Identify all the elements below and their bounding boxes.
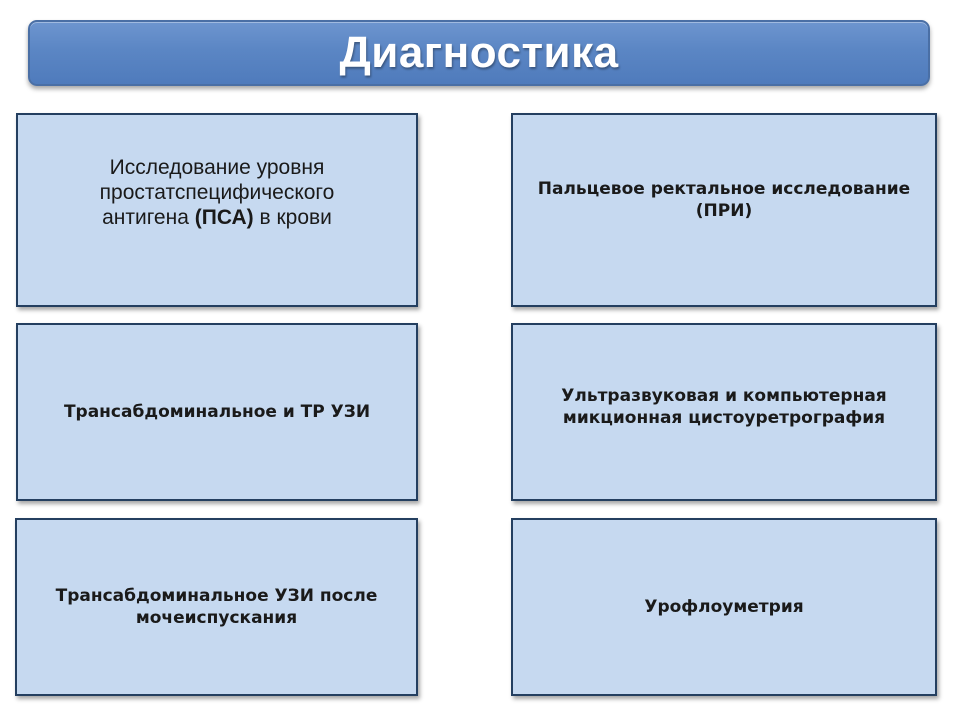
psa-test-suffix: в крови — [253, 206, 332, 230]
cystourethrography-line1: Ультразвуковая и компьютерная — [561, 385, 887, 406]
ultrasound-text: Трансабдоминальное и ТР УЗИ — [63, 401, 371, 422]
post-void-ultrasound-line2: мочеиспускания — [135, 608, 298, 628]
uroflowmetry-box — [511, 518, 937, 696]
psa-abbreviation: (ПСА) — [194, 206, 254, 230]
post-void-ultrasound-box — [15, 518, 418, 696]
psa-test-text — [57, 155, 377, 231]
slide-title: Диагностика — [339, 28, 619, 77]
title-banner — [28, 20, 930, 86]
cystourethrography-box — [511, 323, 937, 501]
psa-test-prefix: Исследование уровня простатспецифического антигена — [99, 156, 335, 230]
cystourethrography-text — [524, 385, 924, 429]
digital-rectal-exam-line1: Пальцевое ректальное исследование — [537, 178, 911, 199]
post-void-ultrasound-line1: Трансабдоминальное УЗИ после — [55, 585, 378, 606]
cystourethrography-line2: микционная цистоуретрография — [562, 408, 886, 428]
post-void-ultrasound-text — [37, 585, 397, 629]
uroflowmetry-text: Урофлоуметрия — [644, 596, 804, 617]
digital-rectal-exam-text — [519, 178, 929, 222]
psa-test-box — [16, 113, 418, 307]
ultrasound-box — [16, 323, 418, 501]
digital-rectal-exam-box — [511, 113, 937, 307]
digital-rectal-exam-line2: (ПРИ) — [695, 201, 753, 221]
